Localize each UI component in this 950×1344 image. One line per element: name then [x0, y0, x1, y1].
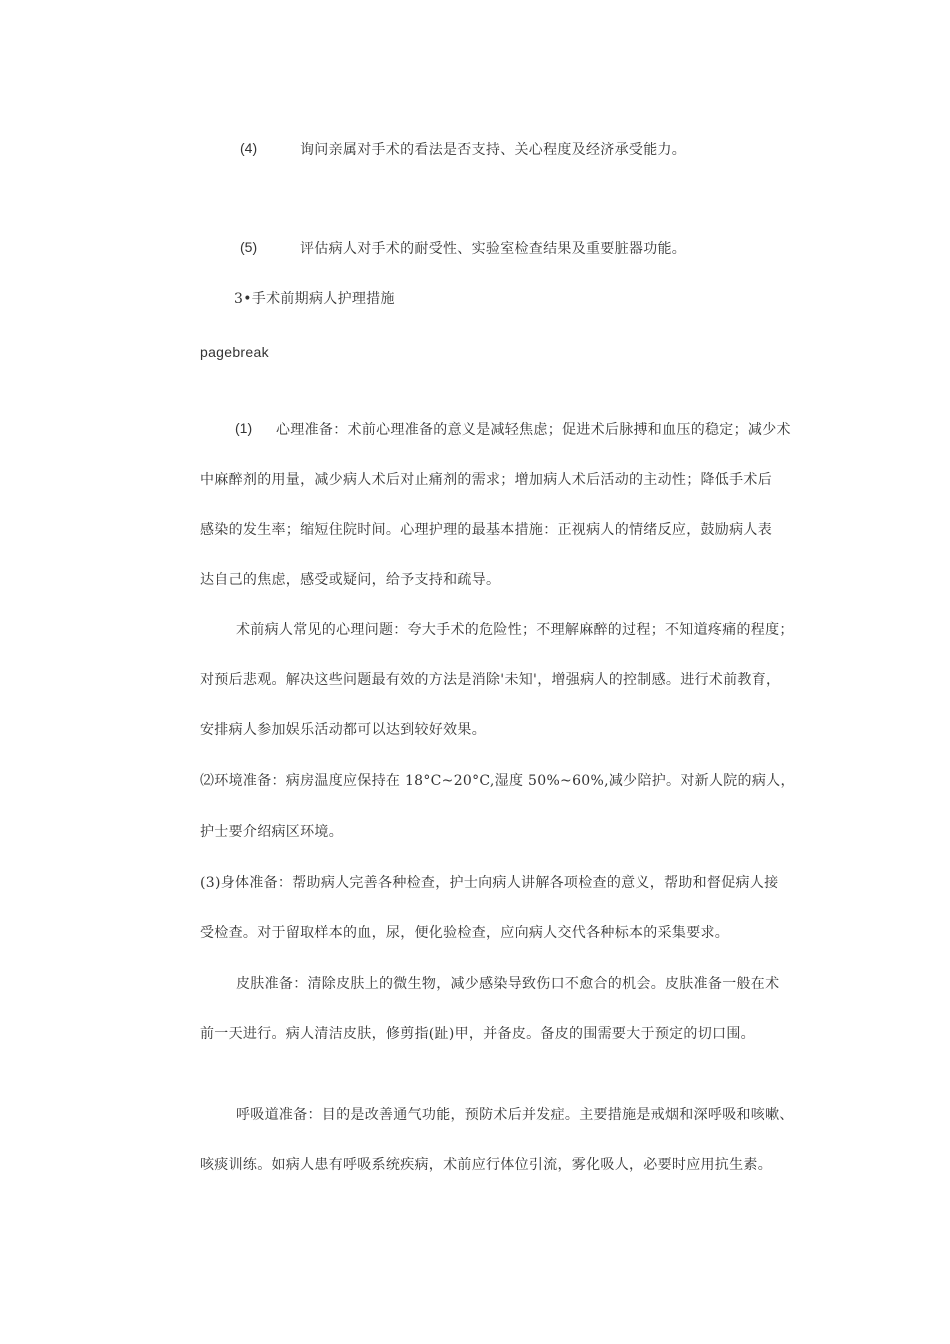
item-4-number: (4): [240, 140, 258, 156]
item-4-text: 询问亲属对手术的看法是否支持、关心程度及经济承受能力。: [300, 142, 687, 158]
item-5-number: (5): [240, 239, 258, 255]
skin-line: 皮肤准备：清除皮肤上的微生物，减少感染导致伤口不愈合的机会。皮肤准备一般在术: [236, 976, 780, 992]
environment-line: ⑵环境准备：病房温度应保持在 18°C~20°C,湿度 50%~60%,减少陪护。对新人院的病人，: [200, 773, 795, 789]
common-issues-line: 术前病人常见的心理问题：夸大手术的危险性；不理解麻醉的过程；不知道疼痛的程度；: [236, 622, 794, 638]
common-issues-line: 安排病人参加娱乐活动都可以达到较好效果。: [200, 722, 486, 738]
physical-line: 受检查。对于留取样本的血，尿，便化验检查，应向病人交代各种标本的采集要求。: [200, 925, 730, 941]
psych-line: 达自己的焦虑，感受或疑问，给予支持和疏导。: [200, 572, 501, 588]
environment-line: 护士要介绍病区环境。: [200, 824, 343, 840]
psych-number: (1): [235, 420, 253, 436]
section-3-heading: 3•手术前期病人护理措施: [234, 291, 395, 307]
psych-first-line: 心理准备：术前心理准备的意义是减轻焦虑；促进术后脉搏和血压的稳定；减少术: [276, 422, 791, 438]
pagebreak-marker: pagebreak: [200, 344, 269, 360]
item-5-text: 评估病人对手术的耐受性、实验室检查结果及重要脏器功能。: [300, 241, 687, 257]
physical-line: (3)身体准备：帮助病人完善各种检查，护士向病人讲解各项检查的意义，帮助和督促病人接: [200, 875, 779, 891]
skin-line: 前一天进行。病人清洁皮肤，修剪指(趾)甲，并备皮。备皮的围需要大于预定的切口围。: [200, 1026, 755, 1042]
psych-line: 感染的发生率；缩短住院时间。心理护理的最基本措施：正视病人的情绪反应，鼓励病人表: [200, 522, 772, 538]
common-issues-line: 对预后悲观。解决这些问题最有效的方法是消除'未知'，增强病人的控制感。进行术前教育，: [200, 672, 781, 688]
respiratory-line: 呼吸道准备：目的是改善通气功能，预防术后并发症。主要措施是戒烟和深呼吸和咳嗽、: [236, 1107, 794, 1123]
respiratory-line: 咳痰训练。如病人患有呼吸系统疾病，术前应行体位引流，雾化吸人，必要时应用抗生素。: [200, 1157, 772, 1173]
psych-line: 中麻醉剂的用量，减少病人术后对止痛剂的需求；增加病人术后活动的主动性；降低手术后: [200, 472, 772, 488]
